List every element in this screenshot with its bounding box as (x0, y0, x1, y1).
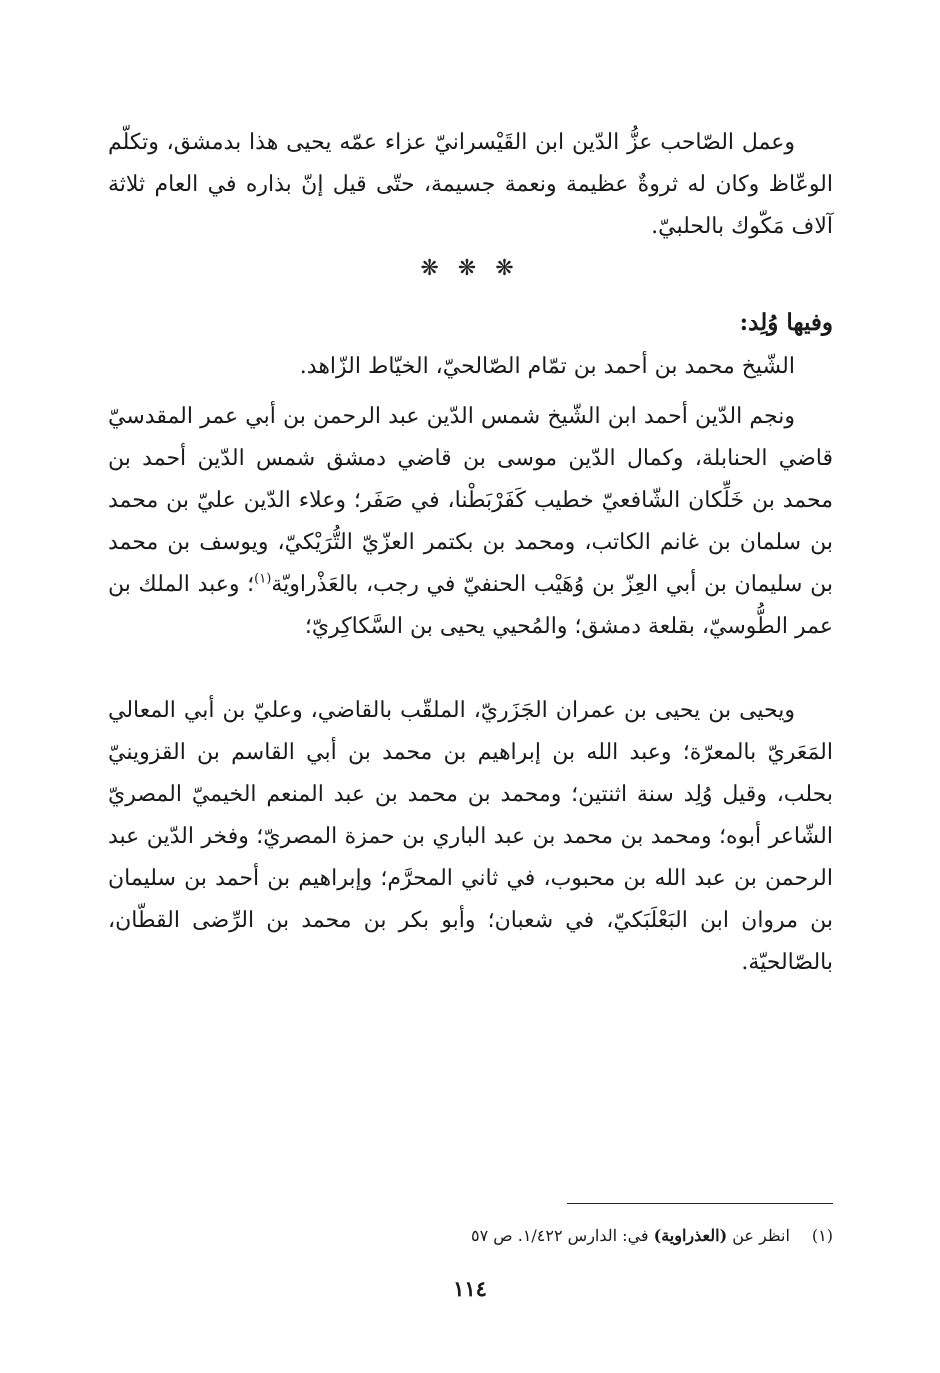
paragraph-3-part-1: ونجم الدّين أحمد ابن الشّيخ شمس الدّين عبد الرحمن بن أبي عمر المقدسيّ قاضي الحنابلة، وكمال الدّين موسى بن قاضي دمشق شمس الدّين أحمد بن محمد بن خَلِّكان الشّافعيّ خطيب كَفَرْبَطْنا، في صَفَر؛ وعلاء الدّين عليّ بن محمد بن سلمان بن غانم الكاتب، ومحمد بن بكتمر العزّيّ التُّرَيْكيّ، ويوسف بن محمد بن سليمان بن أبي العِزّ بن وُهَيْب الحنفيّ في رجب، بالعَذْراويّة (108, 404, 834, 597)
section-separator: ❋ ❋ ❋ (420, 256, 520, 281)
paragraph-3-text (108, 396, 833, 648)
paragraph-4 (108, 690, 833, 984)
footnote-text-end: في: الدارس ١/٤٢٢. ص ٥٧ (471, 1226, 654, 1245)
footnote (108, 1222, 833, 1250)
footnote-divider (567, 1203, 833, 1204)
paragraph-1-text: وعمل الصّاحب عزُّ الدّين ابن القَيْسرانيّ عزاء عمّه يحيى هذا بدمشق، وتكلّم الوعّاظ وكان له ثروةٌ عظيمة ونعمة جسيمة، حتّى قيل إنّ بذاره في العام ثلاثة آلاف مَكّوك بالحلبيّ. (108, 130, 833, 239)
paragraph-3-part-2: ؛ وعبد الملك بن عمر الطُّوسيّ، بقلعة دمشق؛ والمُحيي يحيى بن السَّكاكِريّ؛ (108, 572, 833, 639)
paragraph-2 (108, 346, 833, 388)
paragraph-4-text: ويحيى بن يحيى بن عمران الجَزَريّ، الملقّب بالقاضي، وعليّ بن أبي المعالي المَعَريّ بالمعرّة؛ وعبد الله بن إبراهيم بن محمد بن أبي القاسم بن القزوينيّ بحلب، وقيل وُلِد سنة اثنتين؛ ومحمد بن محمد بن عبد المنعم الخيميّ المصريّ الشّاعر أبوه؛ ومحمد بن محمد بن عبد الباري بن حمزة المصريّ؛ وفخر الدّين عبد الرحمن بن عبد الله بن محبوب، في ثاني المحرَّم؛ وإبراهيم بن أحمد بن سليمان بن مروان ابن البَعْلَبَكيّ، في شعبان؛ وأبو بكر بن محمد بن الرِّضى القطّان، بالصّالحيّة. (108, 698, 833, 975)
paragraph-3 (108, 396, 833, 648)
footnote-bold-term: (العذراوية) (653, 1226, 728, 1245)
paragraph-1 (108, 122, 833, 248)
page-number: ١١٤ (453, 1276, 487, 1301)
footnote-reference[interactable]: (١) (254, 571, 272, 587)
footnote-text-start: انظر عن (727, 1226, 790, 1245)
section-heading: وفيها وُلِد: (739, 309, 833, 336)
paragraph-2-text: الشّيخ محمد بن أحمد بن تمّام الصّالحيّ، الخيّاط الزّاهد. (299, 354, 795, 379)
footnote-marker: (١) (811, 1226, 833, 1245)
